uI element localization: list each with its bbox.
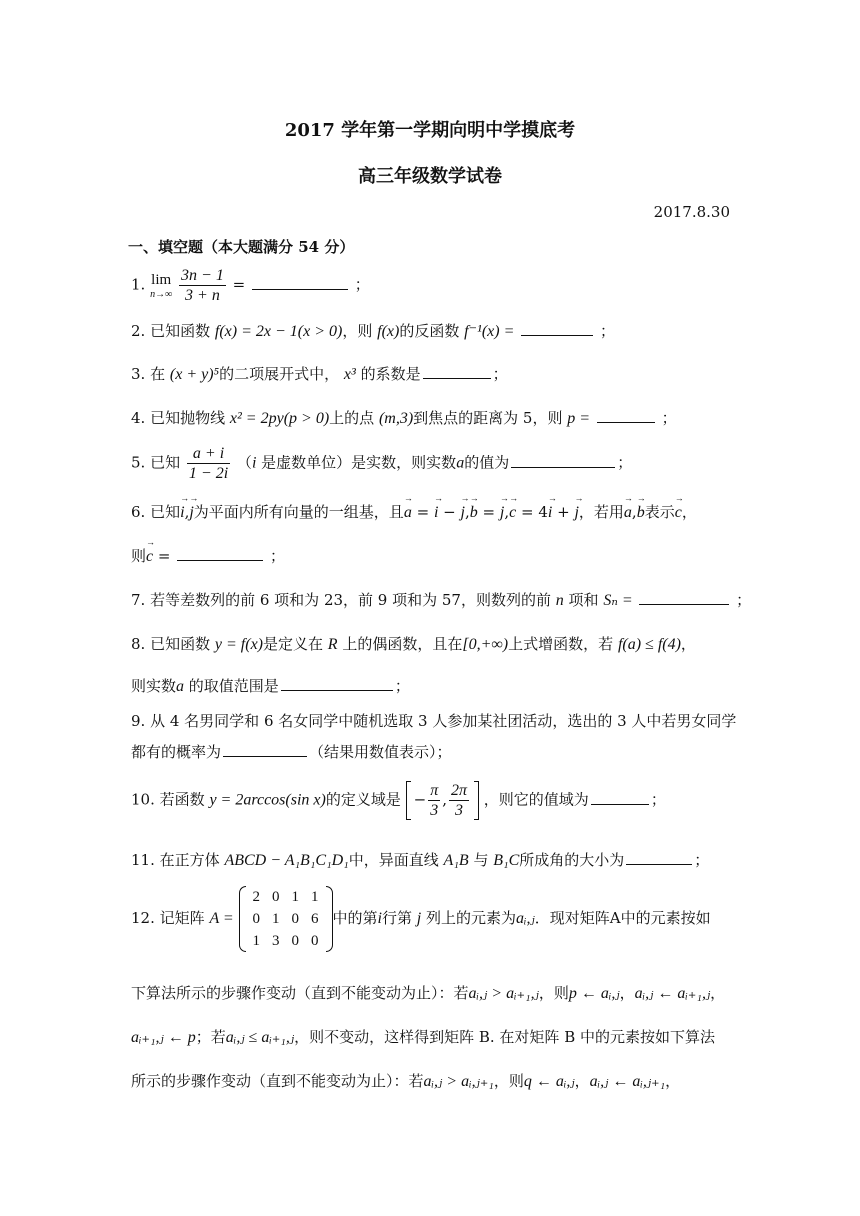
question-5: 5. 已知 $\frac{a + i}{1 - 2i}$ （i 是虚数单位）是实数，则实数a的值为 ； xyxy=(131,445,633,483)
section-heading: 一、填空题（本大题满分 54 分） xyxy=(128,238,355,256)
answer-blank[interactable] xyxy=(639,592,729,605)
question-4: 4. 已知抛物线 x² = 2py(p > 0)上的点 (m,3)到焦点的距离为 5，则 p = ； xyxy=(131,409,677,427)
question-11: 11. 在正方体 ABCD − A₁B₁C₁D₁中，异面直线 A₁B 与 B₁C所成角的大小为 ； xyxy=(131,851,710,869)
question-12-line-4: 所示的步骤作变动（直到不能变动为止）：若aᵢ,ⱼ > aᵢ,ⱼ₊₁，则q ← aᵢ,ⱼ，aᵢ,ⱼ ← aᵢ,ⱼ₊₁， xyxy=(131,1072,681,1090)
question-3: 3. 在 (x + y)⁵的二项展开式中， x³ 的系数是 ； xyxy=(131,365,508,383)
fraction: $\frac{a + i}{1 - 2i}$ xyxy=(188,445,229,483)
answer-blank[interactable] xyxy=(223,744,307,757)
answer-blank[interactable] xyxy=(626,852,692,865)
question-8: 8. 已知函数 y = f(x)是定义在 R 上的偶函数，且在[0,+∞)上式增函数，若 f(a) ≤ f(4)， xyxy=(131,635,696,653)
interval-bracket: − $\frac{\pi}{3}$ , $\frac{2\pi}{3}$ xyxy=(406,781,479,820)
answer-blank[interactable] xyxy=(521,323,593,336)
answer-blank[interactable] xyxy=(423,366,491,379)
exam-subtitle: 高三年级数学试卷 xyxy=(358,166,502,187)
answer-blank[interactable] xyxy=(177,548,263,561)
question-7: 7. 若等差数列的前 6 项和为 23，前 9 项和为 57，则数列的前 n 项和 Sₙ = ； xyxy=(131,591,752,609)
exam-title: 2017 学年第一学期向明中学摸底考 xyxy=(284,120,576,141)
question-12: 12. 记矩阵 A = 2 0 1 1 0 1 0 6 1 3 0 0 中的第i行第 j 列上的元素为aᵢ,ⱼ．现对矩阵A中的元素按如 xyxy=(131,886,732,952)
question-9-line-2: 都有的概率为 （结果用数值表示）； xyxy=(131,743,452,761)
question-9: 9. 从 4 名男同学和 6 名女同学中随机选取 3 人参加某社团活动，选出的 3 人中若男女同学 xyxy=(131,712,737,730)
answer-blank[interactable] xyxy=(281,678,393,691)
matrix-a: 2 0 1 1 0 1 0 6 1 3 0 0 xyxy=(239,886,333,952)
answer-blank[interactable] xyxy=(511,455,615,468)
question-6-line-2: 则→ c = ； xyxy=(131,547,732,566)
exam-date: 2017.8.30 xyxy=(653,203,730,221)
fraction: $\frac{3n - 1}{3 + n}$ xyxy=(181,267,224,305)
question-8-line-2: 则实数a 的取值范围是 ； xyxy=(131,677,410,695)
answer-blank[interactable] xyxy=(591,792,649,805)
question-1: 1. lim n→∞ $\frac{3n - 1}{3 + n}$ = ； xyxy=(131,267,370,305)
question-10: 10. 若函数 y = 2arccos(sin x)的定义域是 − $\frac{\pi}{3}$ , $\frac{2\pi}{3}$ ，则它的值域为 ； xyxy=(131,782,666,820)
answer-blank[interactable] xyxy=(597,410,655,423)
question-6: 6. 已知→ i,→ j为平面内所有向量的一组基，且→ a = → i − → j,→ b = → j,→ c = 4→ i + → j，若用→ a,→ b表示→ c， xyxy=(131,503,732,522)
answer-blank[interactable] xyxy=(252,277,348,290)
limit-operator: lim n→∞ xyxy=(150,271,173,300)
question-2: 2. 已知函数 f(x) = 2x − 1(x > 0)，则 f(x)的反函数 f⁻¹(x) = ； xyxy=(131,322,615,340)
question-12-line-2: 下算法所示的步骤作变动（直到不能变动为止）：若aᵢ,ⱼ > aᵢ₊₁,ⱼ，则p ← aᵢ,ⱼ，aᵢ,ⱼ ← aᵢ₊₁,ⱼ， xyxy=(131,984,726,1002)
question-12-line-3: aᵢ₊₁,ⱼ ← p；若aᵢ,ⱼ ≤ aᵢ₊₁,ⱼ，则不变动，这样得到矩阵 B. 在对矩阵 B 中的元素按如下算法 xyxy=(131,1028,715,1046)
